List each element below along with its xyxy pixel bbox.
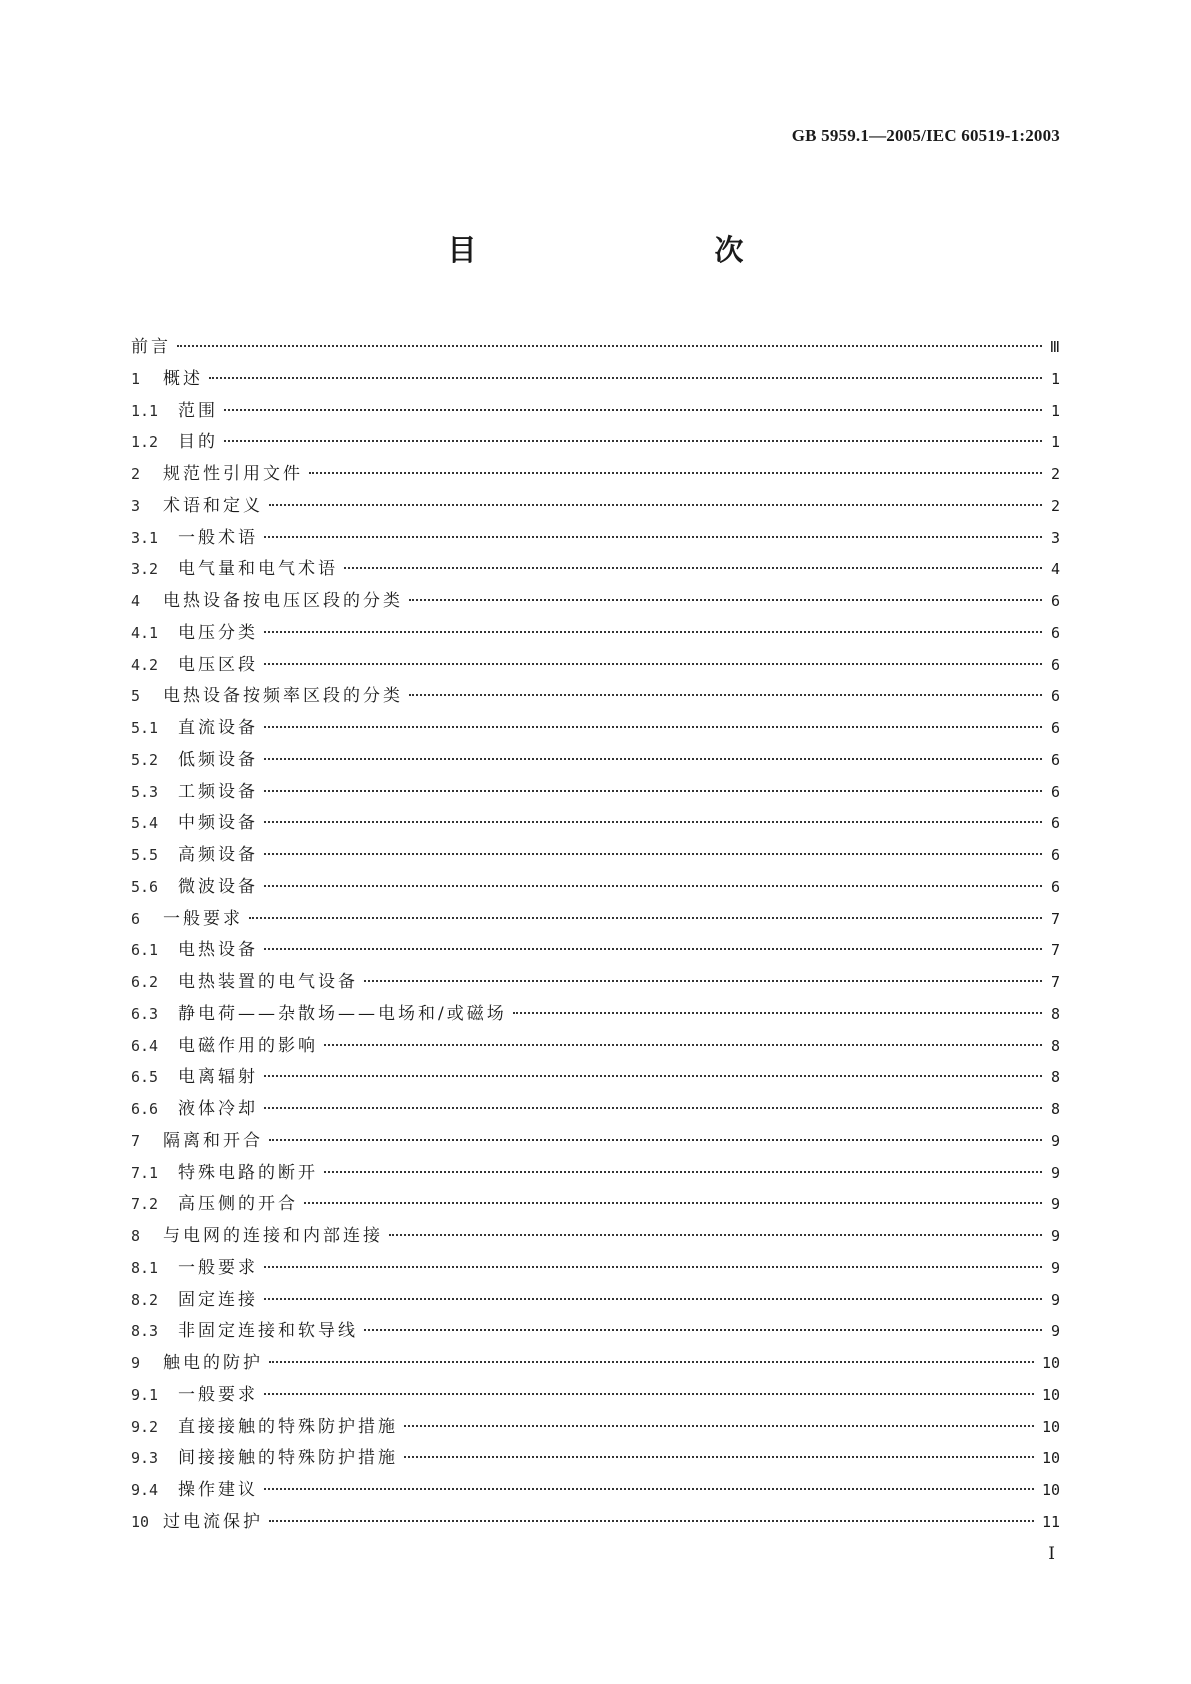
toc-entry-label: 一般术语 — [178, 527, 258, 548]
toc-entry[interactable] — [131, 999, 1060, 1031]
toc-entry-label: 范围 — [178, 400, 218, 421]
dot-leader — [264, 630, 1042, 633]
toc-entry-label: 微波设备 — [178, 876, 258, 897]
toc-entry-page: 6 — [1050, 687, 1060, 706]
dot-leader — [389, 1233, 1042, 1236]
dot-leader — [264, 1487, 1034, 1490]
toc-entry-label: 电热设备 — [178, 940, 258, 961]
toc-entry-number: 5.3 — [131, 782, 159, 801]
toc-entry-page: 6 — [1050, 877, 1060, 896]
dot-leader — [404, 1455, 1034, 1458]
dot-leader — [264, 757, 1042, 760]
toc-entry-label: 直接接触的特殊防护措施 — [178, 1416, 398, 1437]
dot-leader — [364, 979, 1042, 982]
toc-entry-page: 1 — [1050, 369, 1060, 388]
toc-entry-number: 4 — [131, 592, 141, 610]
toc-entry-number: 3.2 — [131, 560, 159, 579]
toc-entry[interactable] — [131, 491, 1060, 523]
dot-leader — [177, 344, 1042, 347]
dot-leader — [264, 1265, 1042, 1268]
dot-leader — [264, 820, 1042, 823]
toc-entry-page: 7 — [1050, 941, 1060, 960]
toc-entry-page: 9 — [1050, 1322, 1060, 1341]
toc-entry-label: 电磁作用的影响 — [178, 1035, 318, 1056]
toc-entry-number: 8.1 — [131, 1258, 159, 1277]
toc-entry-page: 8 — [1050, 1068, 1060, 1087]
toc-entry-number: 6.3 — [131, 1004, 159, 1023]
toc-entry-number: 7 — [131, 1131, 141, 1150]
toc-entry-number: 7.1 — [131, 1163, 159, 1182]
toc-entry[interactable] — [131, 1253, 1060, 1285]
toc-entry[interactable] — [131, 904, 1060, 936]
toc-entry-page: 9 — [1050, 1163, 1060, 1182]
dot-leader — [264, 852, 1042, 855]
toc-entry[interactable] — [131, 650, 1060, 682]
toc-entry-label: 过电流保护 — [163, 1511, 263, 1532]
toc-entry[interactable] — [131, 681, 1060, 713]
toc-entry-number: 9.2 — [131, 1417, 159, 1436]
dot-leader — [409, 598, 1042, 601]
dot-leader — [269, 503, 1042, 506]
toc-entry-number: 1.1 — [131, 401, 159, 420]
toc-entry[interactable] — [131, 935, 1060, 967]
toc-entry-label: 隔离和开合 — [163, 1130, 263, 1151]
standard-code: GB 5959.1—2005/IEC 60519-1:2003 — [791, 126, 1060, 145]
toc-entry-label: 电热设备按频率区段的分类 — [163, 686, 403, 707]
toc-entry-label: 电离辐射 — [178, 1067, 258, 1088]
toc-entry-number: 6 — [131, 909, 141, 928]
toc-entry[interactable] — [131, 1158, 1060, 1190]
table-of-contents — [131, 332, 1060, 1539]
toc-entry-number: 5.6 — [131, 877, 159, 896]
toc-entry-label: 一般要求 — [163, 908, 243, 929]
toc-entry-number: 8 — [131, 1227, 141, 1245]
toc-entry-number: 10 — [131, 1512, 150, 1531]
toc-entry[interactable] — [131, 1189, 1060, 1221]
toc-entry[interactable] — [131, 364, 1060, 396]
toc-entry-page: 1 — [1050, 433, 1060, 452]
dot-leader — [309, 471, 1042, 474]
toc-entry-label: 一般要求 — [178, 1257, 258, 1278]
dot-leader — [269, 1360, 1034, 1363]
toc-entry[interactable] — [131, 1221, 1060, 1253]
toc-entry-label: 高压侧的开合 — [178, 1194, 298, 1215]
toc-entry[interactable] — [131, 586, 1060, 618]
dot-leader — [324, 1043, 1042, 1046]
toc-entry[interactable] — [131, 618, 1060, 650]
toc-entry-page: 6 — [1050, 655, 1060, 674]
toc-entry-label: 概述 — [163, 368, 203, 389]
toc-entry[interactable] — [131, 1475, 1060, 1507]
toc-entry[interactable] — [131, 1062, 1060, 1094]
toc-entry-page: 8 — [1050, 1100, 1060, 1118]
toc-entry-number: 4.2 — [131, 655, 159, 674]
toc-entry-label: 直流设备 — [178, 718, 258, 738]
toc-entry-page: Ⅲ — [1049, 338, 1060, 356]
toc-entry-number: 4.1 — [131, 623, 159, 642]
toc-entry-page: 11 — [1041, 1512, 1060, 1531]
toc-entry-number: 5.5 — [131, 846, 159, 864]
dot-leader — [344, 566, 1042, 569]
toc-entry[interactable] — [131, 777, 1060, 809]
toc-entry-page: 8 — [1050, 1036, 1060, 1055]
toc-entry-page: 6 — [1050, 623, 1060, 642]
toc-entry-label: 一般要求 — [178, 1384, 258, 1405]
toc-entry[interactable] — [131, 1094, 1060, 1126]
toc-entry-label: 工频设备 — [178, 781, 258, 802]
toc-entry-label: 与电网的连接和内部连接 — [163, 1226, 383, 1246]
toc-entry-number: 3 — [131, 496, 141, 515]
toc-entry-page: 10 — [1041, 1481, 1060, 1499]
toc-entry[interactable] — [131, 1443, 1060, 1475]
toc-entry[interactable] — [131, 1316, 1060, 1348]
dot-leader — [264, 535, 1042, 538]
toc-entry-page: 10 — [1041, 1449, 1060, 1468]
toc-entry-number: 9 — [131, 1354, 141, 1372]
toc-entry-label: 液体冷却 — [178, 1099, 258, 1119]
dot-leader — [364, 1328, 1042, 1331]
toc-entry-page: 1 — [1050, 401, 1060, 420]
toc-entry-label: 低频设备 — [178, 749, 258, 770]
toc-entry-label: 电热设备按电压区段的分类 — [163, 591, 403, 611]
toc-entry-page: 9 — [1050, 1131, 1060, 1150]
toc-entry-page: 3 — [1050, 528, 1060, 547]
dot-leader — [264, 662, 1042, 665]
toc-entry-label: 中频设备 — [178, 813, 258, 834]
toc-entry-number: 1.2 — [131, 433, 159, 452]
dot-leader — [513, 1011, 1042, 1014]
toc-entry-page: 6 — [1050, 592, 1060, 610]
toc-entry-label: 静电荷——杂散场——电场和/或磁场 — [178, 1003, 507, 1024]
toc-entry[interactable] — [131, 1507, 1060, 1539]
toc-entry-page: 8 — [1050, 1004, 1060, 1023]
toc-entry-number: 9.1 — [131, 1385, 159, 1404]
dot-leader — [269, 1519, 1034, 1522]
page-number: Ⅰ — [1048, 1544, 1055, 1563]
toc-entry-page: 9 — [1050, 1258, 1060, 1277]
dot-leader — [264, 1297, 1042, 1300]
toc-entry-label: 规范性引用文件 — [163, 464, 303, 484]
toc-entry[interactable] — [131, 1031, 1060, 1063]
toc-entry-label: 非固定连接和软导线 — [178, 1321, 358, 1342]
toc-entry-label: 操作建议 — [178, 1480, 258, 1500]
toc-entry-label: 前言 — [131, 337, 171, 357]
dot-leader — [409, 693, 1042, 696]
dot-leader — [264, 1074, 1042, 1077]
toc-entry-page: 9 — [1050, 1195, 1060, 1214]
dot-leader — [209, 376, 1042, 379]
toc-entry-page: 9 — [1050, 1290, 1060, 1309]
toc-entry-page: 6 — [1050, 750, 1060, 769]
toc-entry[interactable] — [131, 840, 1060, 872]
toc-entry[interactable] — [131, 872, 1060, 904]
toc-entry[interactable] — [131, 1380, 1060, 1412]
toc-entry-page: 10 — [1041, 1385, 1060, 1404]
toc-entry-page: 7 — [1050, 909, 1060, 928]
dot-leader — [324, 1170, 1042, 1173]
toc-entry-page: 9 — [1050, 1227, 1060, 1245]
toc-entry-number: 3.1 — [131, 528, 159, 547]
toc-entry-number: 8.3 — [131, 1322, 159, 1341]
toc-entry-label: 电压区段 — [178, 654, 258, 675]
toc-entry-number: 8.2 — [131, 1290, 159, 1309]
toc-entry[interactable] — [131, 1348, 1060, 1380]
toc-entry-label: 电压分类 — [178, 622, 258, 643]
dot-leader — [264, 884, 1042, 887]
dot-leader — [224, 408, 1042, 411]
toc-entry-page: 2 — [1050, 496, 1060, 515]
toc-entry-number: 6.1 — [131, 941, 159, 960]
toc-entry-number: 5.4 — [131, 814, 159, 833]
toc-entry-number: 7.2 — [131, 1195, 159, 1214]
toc-entry[interactable] — [131, 745, 1060, 777]
toc-entry-page: 6 — [1050, 719, 1060, 737]
toc-entry-number: 6.6 — [131, 1100, 159, 1118]
toc-entry[interactable] — [131, 967, 1060, 999]
toc-entry[interactable] — [131, 554, 1060, 586]
toc-entry[interactable] — [131, 808, 1060, 840]
page-title: 目 次 — [447, 233, 804, 267]
toc-entry-label: 特殊电路的断开 — [178, 1162, 318, 1183]
dot-leader — [224, 439, 1042, 442]
toc-entry-number: 6.4 — [131, 1036, 159, 1055]
dot-leader — [249, 916, 1042, 919]
toc-entry-label: 目的 — [178, 432, 218, 453]
toc-entry-page: 4 — [1050, 560, 1060, 579]
toc-entry-page: 10 — [1041, 1417, 1060, 1436]
dot-leader — [264, 947, 1042, 950]
toc-entry-number: 5.1 — [131, 719, 159, 737]
dot-leader — [264, 1392, 1034, 1395]
toc-entry[interactable] — [131, 523, 1060, 555]
toc-entry-number: 2 — [131, 465, 141, 483]
toc-entry-page: 6 — [1050, 814, 1060, 833]
toc-entry-label: 高频设备 — [178, 845, 258, 865]
toc-entry-number: 6.5 — [131, 1068, 159, 1087]
toc-entry[interactable] — [131, 1126, 1060, 1158]
toc-entry-label: 电热装置的电气设备 — [178, 972, 358, 992]
toc-entry[interactable] — [131, 396, 1060, 428]
toc-entry[interactable] — [131, 713, 1060, 745]
toc-entry-label: 固定连接 — [178, 1289, 258, 1310]
toc-entry-number: 6.2 — [131, 973, 159, 991]
toc-entry-number: 5.2 — [131, 750, 159, 769]
dot-leader — [264, 725, 1042, 728]
toc-entry-label: 触电的防护 — [163, 1353, 263, 1373]
toc-entry[interactable] — [131, 1285, 1060, 1317]
toc-entry[interactable] — [131, 459, 1060, 491]
dot-leader — [404, 1424, 1034, 1427]
toc-entry-number: 1 — [131, 369, 141, 388]
dot-leader — [264, 1106, 1042, 1109]
dot-leader — [269, 1138, 1042, 1141]
toc-entry[interactable] — [131, 1412, 1060, 1444]
toc-entry-page: 7 — [1050, 973, 1060, 991]
toc-entry[interactable] — [131, 427, 1060, 459]
toc-entry-page: 10 — [1041, 1354, 1060, 1372]
dot-leader — [264, 789, 1042, 792]
toc-entry-number: 9.3 — [131, 1449, 159, 1468]
toc-entry-number: 5 — [131, 687, 141, 706]
toc-entry-label: 术语和定义 — [163, 495, 263, 516]
toc-entry-page: 6 — [1050, 846, 1060, 864]
toc-entry-label: 间接接触的特殊防护措施 — [178, 1448, 398, 1469]
toc-entry[interactable] — [131, 332, 1060, 364]
toc-entry-number: 9.4 — [131, 1481, 159, 1499]
toc-entry-page: 6 — [1050, 782, 1060, 801]
dot-leader — [304, 1201, 1042, 1204]
toc-entry-page: 2 — [1050, 465, 1060, 483]
toc-entry-label: 电气量和电气术语 — [178, 559, 338, 580]
